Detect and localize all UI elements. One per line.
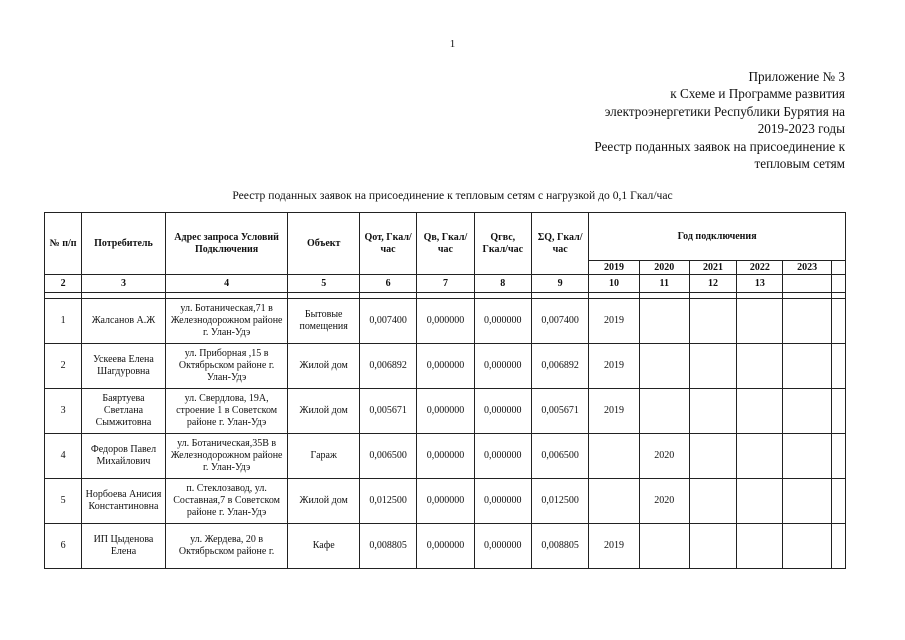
row-extra (831, 299, 845, 344)
row-q-sum: 0,006500 (531, 434, 588, 479)
appendix-line: 2019-2023 годы (757, 121, 845, 137)
row-year-2019: 2019 (589, 344, 639, 389)
row-q-v: 0,000000 (417, 479, 474, 524)
row-year-2023 (783, 479, 831, 524)
header-year-group: Год подключения (589, 213, 846, 261)
row-year-2019 (589, 434, 639, 479)
row-object: Бытовые помещения (288, 299, 359, 344)
row-q-sum: 0,005671 (531, 389, 588, 434)
page-number: 1 (449, 38, 456, 50)
row-q-v: 0,000000 (417, 434, 474, 479)
table-row (45, 434, 846, 479)
row-year-2022 (737, 389, 783, 434)
row-year-2021 (689, 434, 736, 479)
row-q-ot: 0,005671 (359, 389, 416, 434)
row-year-2022 (737, 344, 783, 389)
row-address: ул. Ботаническая,35В в Железнодорожном районе г. Улан-Удэ (165, 434, 288, 479)
table-row (45, 389, 846, 434)
column-number: 10 (589, 275, 639, 293)
row-num: 4 (45, 434, 82, 479)
row-year-2022 (737, 524, 783, 569)
row-year-2023 (783, 434, 831, 479)
appendix-header (445, 68, 845, 172)
row-address: ул. Свердлова, 19А, строение 1 в Советском районе г. Улан-Удэ (165, 389, 288, 434)
column-number: 4 (165, 275, 288, 293)
header-q-gvs: Qгвс, Гкал/час (474, 213, 531, 275)
row-q-v: 0,000000 (417, 389, 474, 434)
row-year-2022 (737, 299, 783, 344)
appendix-line: Приложение № 3 (748, 69, 845, 84)
row-year-2020 (639, 524, 689, 569)
header-num: № п/п (45, 213, 82, 275)
row-year-2019: 2019 (589, 299, 639, 344)
row-address: ул. Ботаническая,71 в Железнодорожном районе г. Улан-Удэ (165, 299, 288, 344)
row-year-2023 (783, 344, 831, 389)
table-row (45, 479, 846, 524)
row-year-2021 (689, 524, 736, 569)
row-num: 1 (45, 299, 82, 344)
row-object: Гараж (288, 434, 359, 479)
header-q-sum: ΣQ, Гкал/час (531, 213, 588, 275)
header-object: Объект (288, 213, 359, 275)
row-q-sum: 0,006892 (531, 344, 588, 389)
row-q-v: 0,000000 (417, 524, 474, 569)
row-q-ot: 0,007400 (359, 299, 416, 344)
header-year: 2019 (589, 261, 639, 275)
column-number: 2 (45, 275, 82, 293)
table-row (45, 524, 846, 569)
row-q-ot: 0,008805 (359, 524, 416, 569)
row-num: 6 (45, 524, 82, 569)
appendix-line: тепловым сетям (754, 156, 845, 172)
row-year-2019: 2019 (589, 524, 639, 569)
header-year: 2020 (639, 261, 689, 275)
row-address: ул. Жердева, 20 в Октябрьском районе г. (165, 524, 288, 569)
row-year-2023 (783, 524, 831, 569)
row-q-ot: 0,006500 (359, 434, 416, 479)
row-q-v: 0,000000 (417, 344, 474, 389)
row-q-v: 0,000000 (417, 299, 474, 344)
row-year-2021 (689, 479, 736, 524)
applications-table (44, 212, 846, 569)
column-number: 8 (474, 275, 531, 293)
row-num: 3 (45, 389, 82, 434)
column-number: 7 (417, 275, 474, 293)
row-extra (831, 389, 845, 434)
column-number: 13 (737, 275, 783, 293)
column-number: 11 (639, 275, 689, 293)
column-number: 3 (82, 275, 166, 293)
column-number: 6 (359, 275, 416, 293)
row-q-gvs: 0,000000 (474, 389, 531, 434)
row-q-ot: 0,012500 (359, 479, 416, 524)
header-q-v: Qв, Гкал/час (417, 213, 474, 275)
row-year-2023 (783, 389, 831, 434)
row-object: Жилой дом (288, 389, 359, 434)
row-consumer: Ускеева Елена Шагдуровна (82, 344, 166, 389)
row-consumer: Норбоева Анисия Константиновна (82, 479, 166, 524)
row-address: ул. Приборная ,15 в Октябрьском районе г. Улан-Удэ (165, 344, 288, 389)
row-q-gvs: 0,000000 (474, 299, 531, 344)
appendix-line: Реестр поданных заявок на присоединение к (594, 138, 845, 154)
row-extra (831, 524, 845, 569)
row-q-ot: 0,006892 (359, 344, 416, 389)
row-extra (831, 434, 845, 479)
row-q-gvs: 0,000000 (474, 479, 531, 524)
header-consumer: Потребитель (82, 213, 166, 275)
column-number-extra (831, 275, 845, 293)
row-year-2021 (689, 389, 736, 434)
column-number: 12 (689, 275, 736, 293)
row-object: Кафе (288, 524, 359, 569)
row-year-2019: 2019 (589, 389, 639, 434)
row-q-gvs: 0,000000 (474, 434, 531, 479)
row-year-2021 (689, 344, 736, 389)
row-year-2022 (737, 479, 783, 524)
header-q-ot: Qот, Гкал/час (359, 213, 416, 275)
row-year-2020: 2020 (639, 434, 689, 479)
row-consumer: ИП Цыденова Елена (82, 524, 166, 569)
row-consumer: Баяртуева Светлана Сымжитовна (82, 389, 166, 434)
appendix-line: к Схеме и Программе развития (670, 86, 845, 102)
row-q-sum: 0,012500 (531, 479, 588, 524)
row-consumer: Жалсанов А.Ж (82, 299, 166, 344)
row-year-2022 (737, 434, 783, 479)
row-num: 2 (45, 344, 82, 389)
row-year-2019 (589, 479, 639, 524)
table-row (45, 299, 846, 344)
row-year-2020 (639, 299, 689, 344)
header-year: 2023 (783, 261, 831, 275)
row-q-gvs: 0,000000 (474, 344, 531, 389)
row-year-2020 (639, 389, 689, 434)
header-year: 2021 (689, 261, 736, 275)
table-caption: Реестр поданных заявок на присоединение к тепловым сетям с нагрузкой до 0,1 Гкал/час (232, 189, 673, 202)
row-q-gvs: 0,000000 (474, 524, 531, 569)
row-num: 5 (45, 479, 82, 524)
row-extra (831, 479, 845, 524)
row-year-2020 (639, 344, 689, 389)
column-number: 9 (531, 275, 588, 293)
header-address: Адрес запроса Условий Подключения (165, 213, 288, 275)
row-object: Жилой дом (288, 344, 359, 389)
row-q-sum: 0,008805 (531, 524, 588, 569)
row-year-2021 (689, 299, 736, 344)
table-row (45, 344, 846, 389)
row-consumer: Федоров Павел Михайлович (82, 434, 166, 479)
row-object: Жилой дом (288, 479, 359, 524)
column-number (783, 275, 831, 293)
row-year-2023 (783, 299, 831, 344)
row-extra (831, 344, 845, 389)
column-number: 5 (288, 275, 359, 293)
header-year: 2022 (737, 261, 783, 275)
row-address: п. Стеклозавод, ул. Составная,7 в Советском районе г. Улан-Удэ (165, 479, 288, 524)
row-q-sum: 0,007400 (531, 299, 588, 344)
row-year-2020: 2020 (639, 479, 689, 524)
appendix-line: электроэнергетики Республики Бурятия на (604, 103, 845, 119)
header-year-extra (831, 261, 845, 275)
